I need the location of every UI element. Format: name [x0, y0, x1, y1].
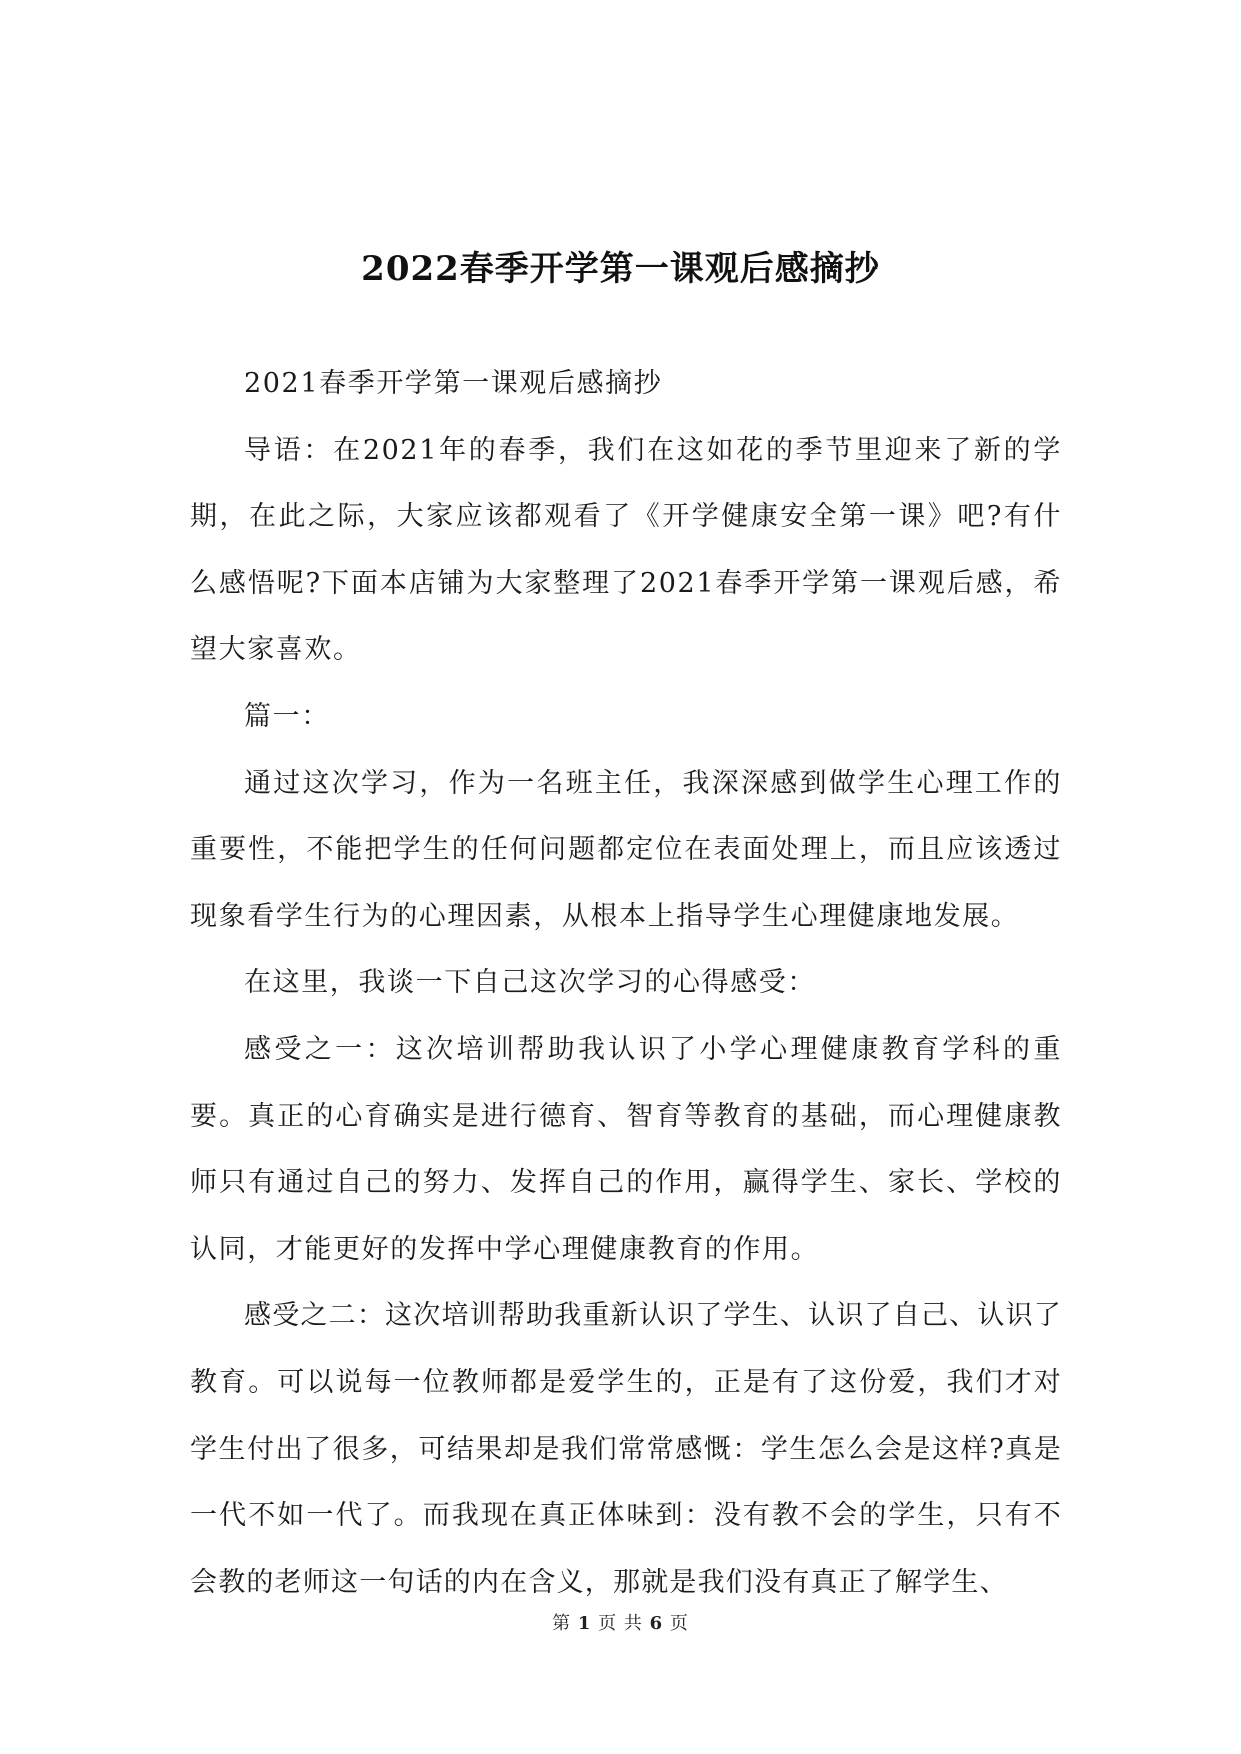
paragraph-intro: 导语：在2021年的春季，我们在这如花的季节里迎来了新的学期，在此之际，大家应该都观看了《开学健康安全第一课》吧?有什么感悟呢?下面本店铺为大家整理了2021春季开学第一课观后感，希望大家喜欢。 — [190, 434, 1062, 666]
paragraph-subtitle: 2021春季开学第一课观后感摘抄 — [244, 368, 663, 399]
paragraph-body: 感受之一：这次培训帮助我认识了小学心理健康教育学科的重要。真正的心育确实是进行德育、智育等教育的基础，而心理健康教师只有通过自己的努力、发挥自己的作用，赢得学生、家长、学校的认同，才能更好的发挥中学心理健康教育的作用。 — [190, 1033, 1062, 1265]
footer-total-pages: 6 — [649, 1613, 664, 1634]
paragraph-body: 通过这次学习，作为一名班主任，我深深感到做学生心理工作的重要性，不能把学生的任何问题都定位在表面处理上，而且应该透过现象看学生行为的心理因素，从根本上指导学生心理健康地发展。 — [190, 767, 1062, 932]
document-title: 2022春季开学第一课观后感摘抄 — [361, 248, 880, 289]
footer-page-number: 1 — [577, 1613, 592, 1634]
page-footer — [0, 1612, 1241, 1636]
footer-prefix: 第 — [552, 1613, 572, 1634]
paragraph-body: 在这里，我谈一下自己这次学习的心得感受： — [244, 967, 816, 999]
footer-middle: 页 共 — [598, 1613, 643, 1634]
paragraph-body: 感受之二：这次培训帮助我重新认识了学生、认识了自己、认识了教育。可以说每一位教师都是爱学生的，正是有了这份爱，我们才对学生付出了很多，可结果却是我们常常感慨：学生怎么会是这样?真是一代不如一代了。而我现在真正体味到：没有教不会的学生，只有不会教的老师这一句话的内在含义，那就是我们没有真正了解学生、 — [190, 1300, 1062, 1598]
footer-suffix: 页 — [669, 1613, 689, 1634]
document-body — [190, 351, 1062, 1616]
paragraph-section-heading: 篇一： — [244, 700, 330, 732]
